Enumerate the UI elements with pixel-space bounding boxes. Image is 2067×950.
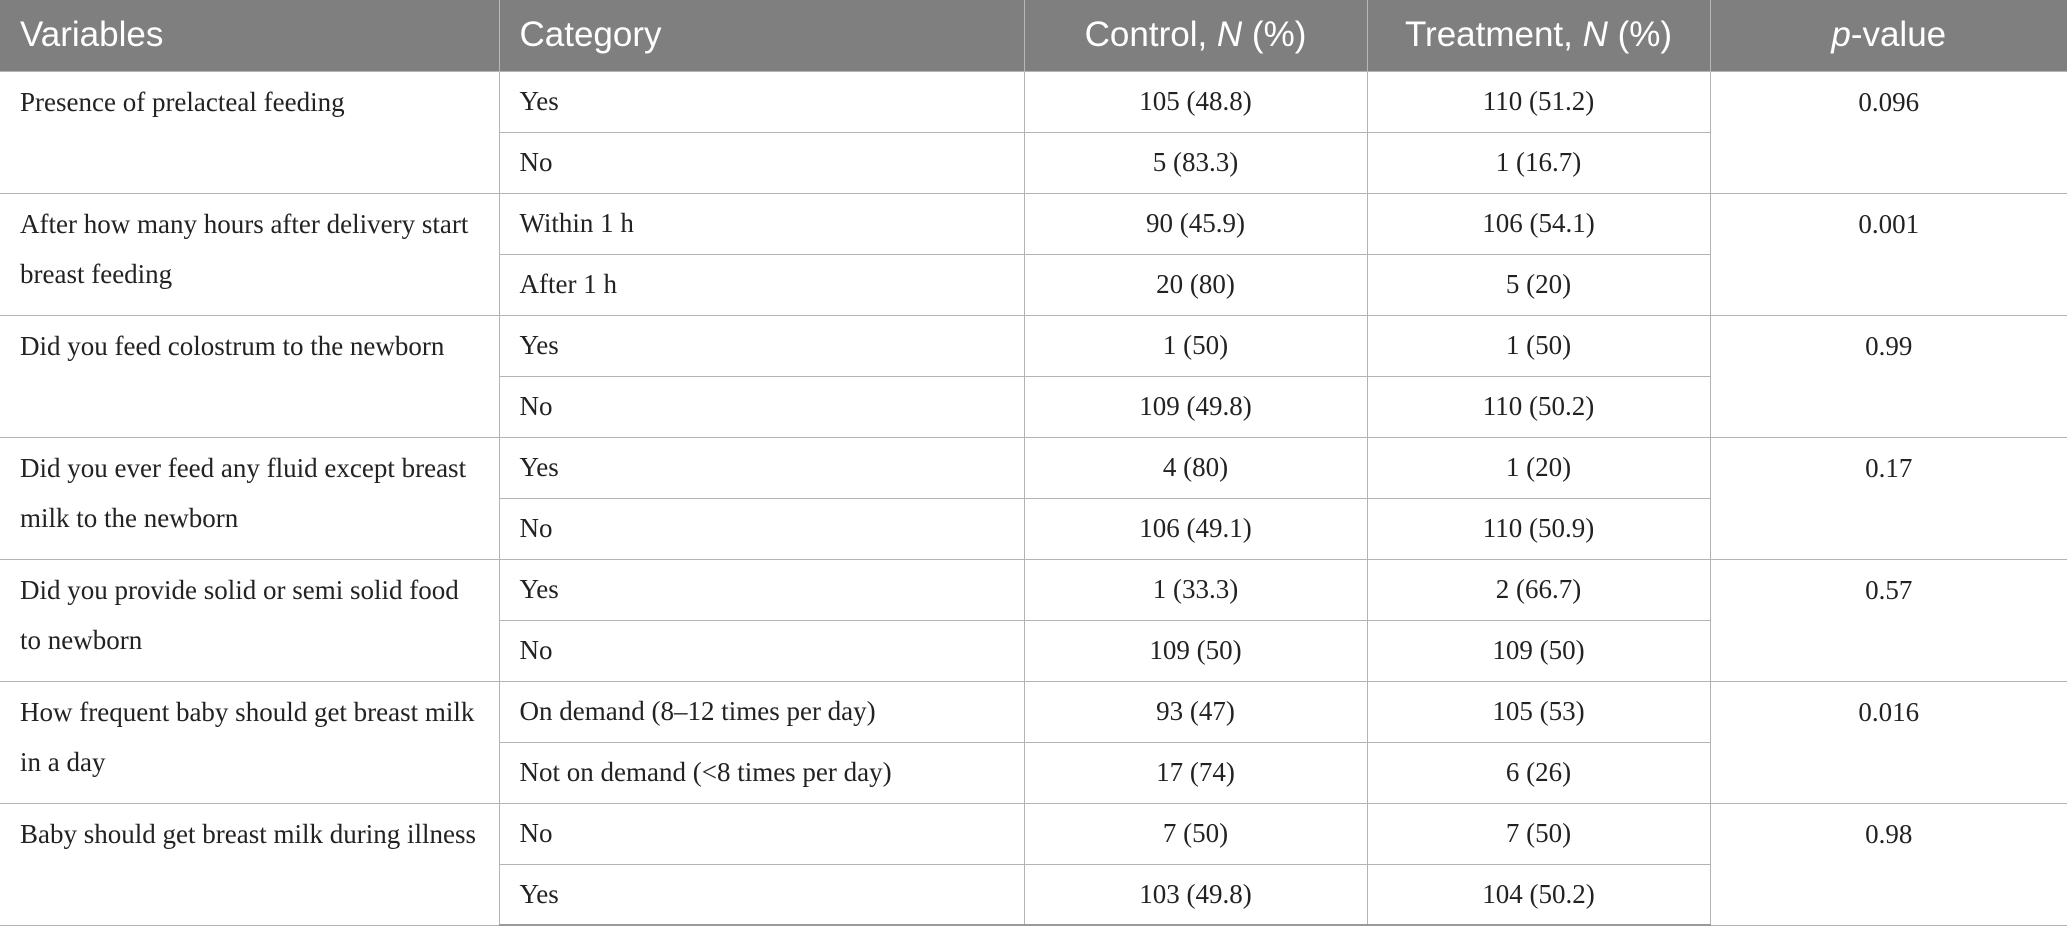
header-pvalue-suffix: -value	[1850, 15, 1947, 55]
variable-cell: Did you ever feed any fluid except breast milk to the newborn	[0, 437, 499, 559]
category-cell: No	[499, 620, 1024, 681]
category-cell: Yes	[499, 559, 1024, 620]
header-variables	[0, 0, 499, 71]
control-cell: 109 (49.8)	[1024, 376, 1367, 437]
category-cell: On demand (8–12 times per day)	[499, 681, 1024, 742]
category-cell: Within 1 h	[499, 193, 1024, 254]
control-cell: 4 (80)	[1024, 437, 1367, 498]
header-pvalue	[1710, 0, 2067, 71]
variable-cell: How frequent baby should get breast milk in a day	[0, 681, 499, 803]
category-cell: Yes	[499, 864, 1024, 925]
table-row	[0, 681, 2067, 742]
header-category	[499, 0, 1024, 71]
header-category-label: Category	[519, 15, 662, 55]
control-cell: 20 (80)	[1024, 254, 1367, 315]
treatment-cell: 1 (50)	[1367, 315, 1710, 376]
table-row	[0, 71, 2067, 132]
treatment-cell: 110 (50.9)	[1367, 498, 1710, 559]
header-control-prefix: Control,	[1084, 15, 1217, 55]
category-cell: No	[499, 376, 1024, 437]
treatment-cell: 1 (16.7)	[1367, 132, 1710, 193]
table-row	[0, 315, 2067, 376]
variable-cell: After how many hours after delivery start breast feeding	[0, 193, 499, 315]
control-cell: 109 (50)	[1024, 620, 1367, 681]
pvalue-cell: 0.001	[1710, 193, 2067, 315]
category-cell: No	[499, 803, 1024, 864]
table-row	[0, 437, 2067, 498]
treatment-cell: 2 (66.7)	[1367, 559, 1710, 620]
table-body	[0, 71, 2067, 925]
treatment-cell: 5 (20)	[1367, 254, 1710, 315]
category-cell: No	[499, 132, 1024, 193]
pvalue-cell: 0.096	[1710, 71, 2067, 193]
table-row	[0, 803, 2067, 864]
variable-cell: Did you feed colostrum to the newborn	[0, 315, 499, 437]
control-cell: 1 (50)	[1024, 315, 1367, 376]
control-cell: 5 (83.3)	[1024, 132, 1367, 193]
pvalue-cell: 0.016	[1710, 681, 2067, 803]
category-cell: Yes	[499, 437, 1024, 498]
control-cell: 17 (74)	[1024, 742, 1367, 803]
table-header	[0, 0, 2067, 71]
pvalue-cell: 0.57	[1710, 559, 2067, 681]
control-cell: 105 (48.8)	[1024, 71, 1367, 132]
treatment-cell: 110 (50.2)	[1367, 376, 1710, 437]
treatment-cell: 109 (50)	[1367, 620, 1710, 681]
header-treatment-prefix: Treatment,	[1404, 15, 1583, 55]
control-cell: 93 (47)	[1024, 681, 1367, 742]
category-cell: Yes	[499, 71, 1024, 132]
control-cell: 7 (50)	[1024, 803, 1367, 864]
treatment-cell: 1 (20)	[1367, 437, 1710, 498]
control-cell: 1 (33.3)	[1024, 559, 1367, 620]
treatment-cell: 110 (51.2)	[1367, 71, 1710, 132]
variable-cell: Did you provide solid or semi solid food to newborn	[0, 559, 499, 681]
header-variables-label: Variables	[20, 15, 164, 55]
header-pvalue-p: p	[1831, 15, 1851, 55]
header-control-suffix: (%)	[1242, 15, 1307, 55]
table-row	[0, 559, 2067, 620]
treatment-cell: 6 (26)	[1367, 742, 1710, 803]
treatment-cell: 104 (50.2)	[1367, 864, 1710, 925]
header-treatment-suffix: (%)	[1607, 15, 1673, 55]
header-treatment-n: N	[1582, 15, 1608, 55]
pvalue-cell: 0.17	[1710, 437, 2067, 559]
category-cell: Yes	[499, 315, 1024, 376]
header-row	[0, 0, 2067, 71]
treatment-cell: 105 (53)	[1367, 681, 1710, 742]
control-cell: 103 (49.8)	[1024, 864, 1367, 925]
variable-cell: Baby should get breast milk during illness	[0, 803, 499, 925]
header-control	[1024, 0, 1367, 71]
header-treatment	[1367, 0, 1710, 71]
control-cell: 90 (45.9)	[1024, 193, 1367, 254]
category-cell: After 1 h	[499, 254, 1024, 315]
pvalue-cell: 0.98	[1710, 803, 2067, 925]
table-row	[0, 193, 2067, 254]
variable-cell: Presence of prelacteal feeding	[0, 71, 499, 193]
treatment-cell: 7 (50)	[1367, 803, 1710, 864]
header-control-n: N	[1216, 15, 1243, 55]
category-cell: Not on demand (<8 times per day)	[499, 742, 1024, 803]
treatment-cell: 106 (54.1)	[1367, 193, 1710, 254]
pvalue-cell: 0.99	[1710, 315, 2067, 437]
control-cell: 106 (49.1)	[1024, 498, 1367, 559]
category-cell: No	[499, 498, 1024, 559]
